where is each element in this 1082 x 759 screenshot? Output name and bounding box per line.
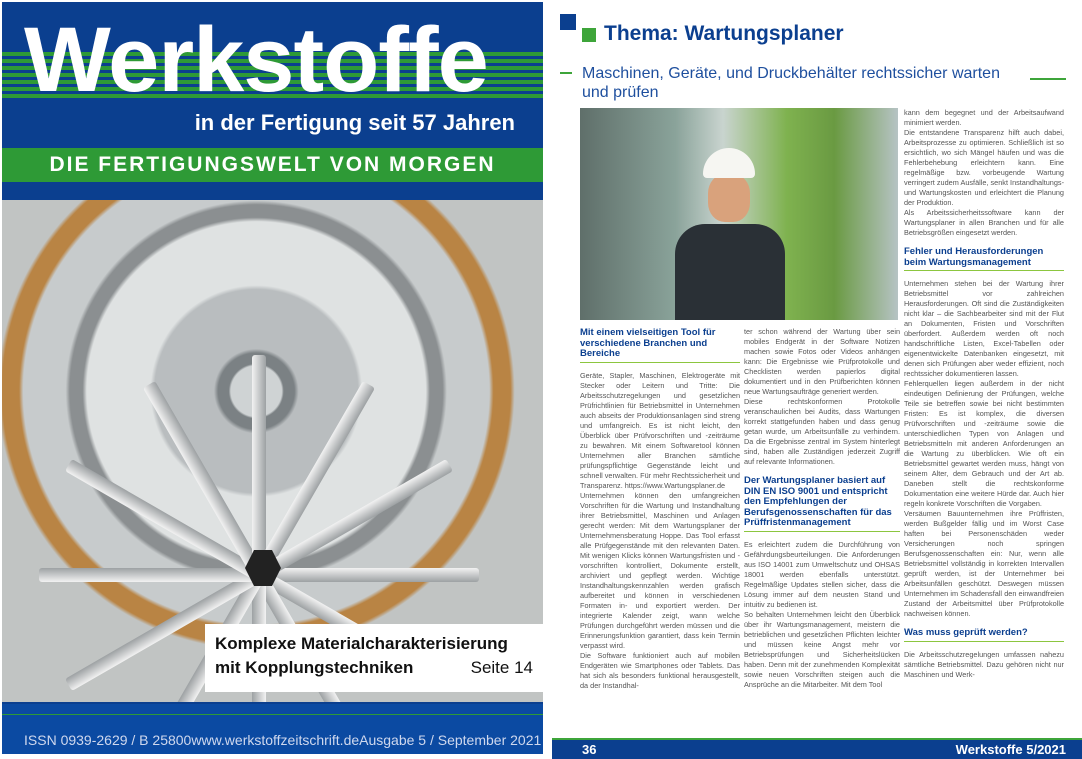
paragraph: Die Software funktioniert auch auf mobilen Endgeräten wie Smartphones oder Tablets. Das hat sich als besonders funktional herausgestellt, da der Instandhal- <box>580 650 740 690</box>
paragraph: Als Arbeitssicherheitssoftware kann der Wartungsplaner in allen Branchen und für alle Betriebsgrößen eingesetzt werden. <box>904 208 1064 237</box>
paragraph: So behalten Unternehmen leicht den Überblick über ihr Wartungsmanagement, meistern die betrieblichen und gesetzlichen Pflichten leichter und müssen keine Angst mehr vor Betriebsprüfungen und Sicherheitslücken haben. Denn mit der zunehmenden Komplexität sowie neuen Vorschriften steigen auch die Ansprüche an die Mitarbeiter. Mit dem Tool <box>744 609 900 689</box>
column-1 <box>580 328 740 691</box>
blue-square-icon <box>560 14 576 30</box>
col3-heading-2: Was muss geprüft werden? <box>904 628 1064 642</box>
cover-banner: DIE FERTIGUNGSWELT VON MORGEN <box>2 148 543 182</box>
issn: ISSN 0939-2629 / B 25800 <box>24 732 192 748</box>
col1-heading: Mit einem vielseitigen Tool für verschiedene Branchen und Bereiche <box>580 328 740 363</box>
page-footer <box>552 738 1082 759</box>
technician-figure <box>675 148 785 320</box>
paragraph: Unternehmen können den umfangreichen Vorschriften für die Wartung und Instandhaltung ihrer Betriebsmittel, Maschinen und Anlagen gerecht werden: Mit dem Wartungsplaner der Unternehmensberatung Hoppe. Das Tool erfasst alle Prüfgegenstände mit den relevanten Daten. Mit wenigen Klicks können Wartungsfristen und -vorschriften kontrolliert, Dokumente erstellt, archiviert und gepflegt werden. Wichtige Instandhaltungskennzahlen werden grafisch aufbereitet und können in verschiedenen Formaten in- und exportiert werden. Der integrierte Kalender zeigt, wann welche Prüfungen durchgeführt werden müssen und die Erinnerungsfunktion garantiert, dass kein Termin verpasst wird. <box>580 490 740 650</box>
cover-tagline: in der Fertigung seit 57 Jahren <box>194 110 515 135</box>
cover-feature-box <box>205 624 543 692</box>
column-2 <box>744 327 900 690</box>
column-3 <box>904 108 1064 680</box>
article-photo <box>580 108 898 320</box>
footer-magazine: Werkstoffe 5/2021 <box>955 742 1066 757</box>
paragraph: Diese rechtskonformen Protokolle veranschaulichen bei Audits, dass Wartungen korrekt stattgefunden haben und dass genug getan wurde, um Arbeitsunfälle zu verhindern. Da die Ergebnisse zentral im System hinterlegt sind, haben alle Zuständigen jederzeit Zugriff auf relevante Informationen. <box>744 397 900 466</box>
feature-page: Seite 14 <box>470 658 533 677</box>
col2-heading: Der Wartungsplaner basiert auf DIN EN ISO 9001 und entspricht den Empfehlungen der Berufsgenossenschaften für das Prüffristenmanagement <box>744 476 900 532</box>
paragraph: Fehlerquellen liegen außerdem in der nicht eindeutigen Definierung der Prüfungen, welche Teile sie betreffen sowie bei nicht bestimmten Fristen: Es ist komplex, die diversen Prüfvorschriften und -zeiträume sowie die unterschiedlichen Typen von Anlagen und Betriebsmitteln mit anderen Anforderungen an die Wartung zu überblicken. Wie oft ein Betriebsmittel gewartet werden muss, hängt von seinem Alter, dem Gebrauch und der Art ab. Daneben stellt die rechtskonforme Dokumentation eine weitere Hürde dar. Auch hier regeln konkrete Vorschriften die Vorgaben. <box>904 379 1064 508</box>
page-number: 36 <box>582 742 597 757</box>
paragraph: Die Arbeitsschutzregelungen umfassen nahezu sämtliche Betriebsmittel. Dazu gehören nicht nur Maschinen und Werk- <box>904 649 1064 679</box>
magazine-cover <box>2 2 543 754</box>
paragraph: kann dem begegnet und der Arbeitsaufwand minimiert werden. <box>904 108 1064 127</box>
paragraph: Versäumen Bauunternehmen ihre Prüffristen, werden Bußgelder fällig und im Worst Case haften bei Personenschäden weder Versicherungen noch springen Berufsgenossenschaften ein: Nur, wenn alle Betriebsmittel vollständig in korrekten Intervallen geprüft werden, ist der Unternehmer bei Arbeitsunfällen geschützt. Deswegen müssen Unternehmen im Schadensfall den einwandfreien Zustand der Arbeitsmittel über Prüfprotokolle nachweisen können. <box>904 509 1064 618</box>
paragraph: Unternehmen stehen bei der Wartung ihrer Betriebsmittel vor zahlreichen Herausforderungen. Oft sind die Zuständigkeiten nicht klar – die Sachbearbeiter sind mit der Flut an Dokumenten, Fristen und Vorschriften überfordert. Außerdem werden oft noch handschriftliche Listen, Excel-Tabellen oder eigenentwickelte Datenbanken eingesetzt, mit denen sich Prüfungen aber weder effizient, noch rechtssicher dokumentieren lassen. <box>904 279 1064 378</box>
paragraph: Die entstandene Transparenz hilft auch dabei, Arbeitsprozesse zu optimieren. Schließlich ist so ersichtlich, wo sich Mängel häufen und was die Fehlerbehebung erleichtern kann. Eine regelmäßige bzw. vorbeugende Wartung verringert zudem Ausfälle, senkt Instandhaltungs- und Wartungskosten und erleichtert die Planung der Produktion. <box>904 128 1064 207</box>
feature-title-line1: Komplexe Materialcharakterisierung <box>215 634 508 653</box>
article-subtitle: Maschinen, Geräte, und Druckbehälter rechtssicher warten und prüfen <box>582 65 1000 101</box>
article-page <box>552 0 1082 759</box>
paragraph: ter schon während der Wartung über sein mobiles Endgerät in der Software Notizen machen sowie Fotos oder Videos anhängen kann: Die Ergebnisse wie Prüfprotokolle und Checklisten werden papierlos digital dokumentiert und in den Prüfberichten können neue Wartungsaufträge generiert werden. <box>744 327 900 396</box>
cover-footer <box>2 702 543 754</box>
masthead: Werkstoffe <box>24 9 488 111</box>
section-title: Thema: Wartungsplaner <box>604 22 844 45</box>
green-square-icon <box>582 28 596 42</box>
paragraph: Es erleichtert zudem die Durchführung von Gefährdungsbeurteilungen. Die Anforderungen aus ISO 14001 zum Umweltschutz und OHSAS 18001 werden ebenfalls unterstützt. Regelmäßige Updates stellen sicher, dass die Lösung immer auf dem neusten Stand und intuitiv zu bedienen ist. <box>744 539 900 609</box>
feature-title-line2: mit Kopplungstechniken <box>215 658 414 677</box>
paragraph: Geräte, Stapler, Maschinen, Elektrogeräte mit Stecker oder Leitern und Tritte: Die Arbeitsschutzregelungen und gesetzlichen Prüfrichtlinien für Betriebsmittel in Unternehmen auch abseits der Produktionsanlagen sind streng und umfangreich. Es ist nicht leicht, den Überblick über Prüfvorschriften und -zeiträume zu bewahren. Mit einem Softwaretool können Unternehmen aller Branchen sämtliche prüfungspflichtige Gegenstände leicht und schnell verwalten. Für mehr Rechtssicherheit und Transparenz. https://www.Wartungsplaner.de <box>580 370 740 490</box>
website: www.werkstoffzeitschrift.de <box>191 732 360 748</box>
issue: Ausgabe 5 / September 2021 <box>359 732 542 748</box>
col3-heading-1: Fehler und Herausforderungen beim Wartungsmanagement <box>904 247 1064 271</box>
